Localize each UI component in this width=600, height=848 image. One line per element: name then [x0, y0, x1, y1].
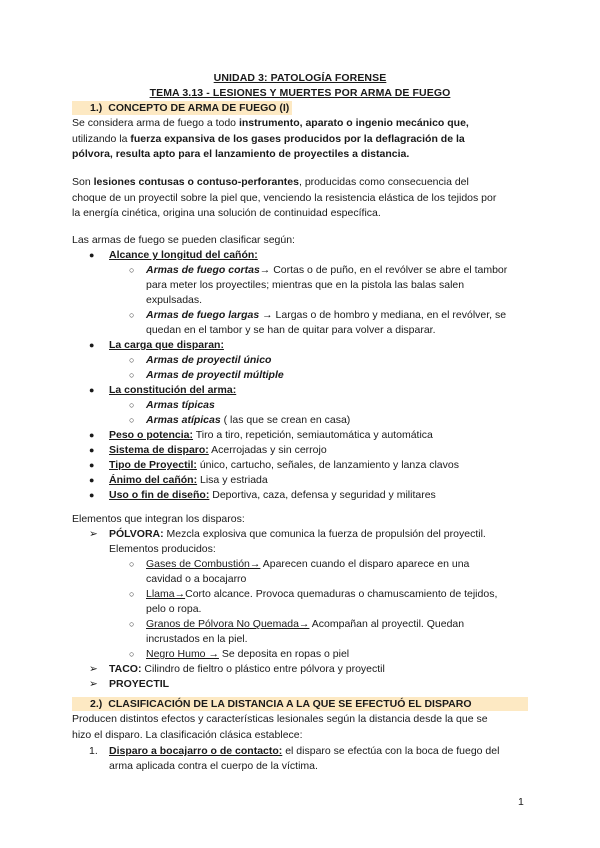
- text-run: Peso o potencia:: [109, 429, 194, 441]
- list-item-continuation: [72, 293, 528, 308]
- text-run: expulsadas.: [146, 294, 203, 306]
- unit-title: UNIDAD 3: PATOLOGÍA FORENSE: [213, 72, 387, 84]
- list-item: [72, 617, 528, 632]
- page-number: 1: [518, 796, 524, 808]
- text-run: Producen distintos efectos y características lesionales según la distancia desde la que se: [72, 713, 488, 725]
- bullet-icon: ●: [89, 385, 95, 395]
- bullet-icon: ●: [89, 490, 95, 500]
- circle-bullet-icon: ○: [129, 559, 135, 569]
- text-run: pelo o ropa.: [146, 603, 202, 615]
- list-item: [72, 744, 528, 759]
- circle-bullet-icon: ○: [129, 265, 135, 275]
- elements-list: [72, 527, 528, 692]
- text-run: Son: [72, 176, 94, 188]
- list-item-continuation: [72, 323, 528, 338]
- list-item-continuation: [72, 542, 528, 557]
- circle-bullet-icon: ○: [129, 649, 135, 659]
- list-item-continuation: [72, 632, 528, 647]
- text-run: La constitución del arma:: [109, 384, 237, 396]
- text-run: Armas de proyectil múltiple: [146, 369, 284, 381]
- list-item: [72, 662, 528, 677]
- list-item: [72, 398, 528, 413]
- section-number: 1.): [90, 102, 103, 114]
- circle-bullet-icon: ○: [129, 370, 135, 380]
- text-run: fuerza expansiva de los gases producidos por la deflagración de la: [130, 132, 465, 145]
- text-run: Lisa y estriada: [197, 474, 268, 486]
- bullet-icon: ●: [89, 475, 95, 485]
- text-run: utilizando la: [72, 132, 131, 145]
- circle-bullet-icon: ○: [129, 589, 135, 599]
- text-run: arma aplicada contra el cuerpo de la víctima.: [109, 760, 318, 772]
- text-run: → Cortas o de puño, en el revólver se abre el tambor: [259, 264, 508, 276]
- arrow-bullet-icon: ➢: [89, 678, 98, 690]
- text-run: Aparecen cuando el disparo aparece en una: [260, 558, 470, 570]
- text-run: Granos de Pólvora No Quemada→: [146, 618, 310, 630]
- text-run: Armas de fuego largas: [146, 309, 260, 321]
- list-item: [72, 248, 528, 263]
- elements-intro: Elementos que integran los disparos:: [72, 513, 245, 525]
- text-run: Acerrojadas y sin cerrojo: [208, 444, 327, 456]
- text-run: Tipo de Proyectil:: [109, 459, 197, 471]
- text-run: ( las que se crean en casa): [220, 414, 351, 426]
- text-run: , producidas como consecuencia del: [299, 176, 469, 188]
- section-heading-distance: [72, 697, 528, 711]
- definition-paragraph: [72, 116, 528, 163]
- text-run: Armas típicas: [146, 399, 215, 411]
- text-run: la energía cinética, origina una solución de continuidad específica.: [72, 207, 381, 219]
- circle-bullet-icon: ○: [129, 355, 135, 365]
- list-item: [72, 308, 528, 323]
- text-run: Armas de proyectil único: [146, 354, 272, 366]
- text-run: cavidad o a bocajarro: [146, 573, 247, 585]
- list-item: [72, 413, 528, 428]
- text-run: Llama→: [146, 588, 186, 600]
- text-run: La carga que disparan:: [109, 339, 224, 351]
- text-run: instrumento, aparato o ingenio mecánico que,: [238, 117, 469, 129]
- list-item: [72, 527, 528, 542]
- section-number: 2.): [90, 698, 103, 710]
- text-run: Alcance y longitud del cañón:: [109, 249, 258, 261]
- text-run: Mezcla explosiva que comunica la fuerza de propulsión del proyectil.: [163, 528, 486, 540]
- classification-list: [72, 248, 528, 503]
- list-item-continuation: [72, 602, 528, 617]
- list-item: [72, 557, 528, 572]
- list-item: [72, 368, 528, 383]
- text-run: Armas de fuego cortas: [146, 264, 260, 276]
- text-run: choque de un proyectil sobre la piel que, venciendo la resistencia elástica de los tejidos por: [72, 191, 497, 204]
- text-run: Se deposita en ropas o piel: [218, 648, 350, 660]
- lesions-paragraph: [72, 175, 528, 222]
- text-run: TACO:: [109, 663, 142, 675]
- section-title: CLASIFICACIÓN DE LA DISTANCIA A LA QUE SE EFECTUÓ EL DISPARO: [108, 698, 472, 710]
- bullet-icon: ●: [89, 445, 95, 455]
- list-item: [72, 353, 528, 368]
- text-run: único, cartucho, señales, de lanzamiento y lanza clavos: [196, 459, 459, 471]
- text-run: Sistema de disparo:: [109, 444, 209, 456]
- list-item: [72, 428, 528, 443]
- text-run: el disparo se efectúa con la boca de fuego del: [282, 745, 500, 757]
- text-run: Elementos producidos:: [109, 543, 216, 555]
- arrow-bullet-icon: ➢: [89, 528, 98, 540]
- text-run: pólvora, resulta apto para el lanzamiento de proyectiles a distancia.: [72, 148, 410, 160]
- text-run: Ánimo del cañón:: [109, 474, 198, 486]
- list-item: [72, 383, 528, 398]
- text-run: Uso o fin de diseño:: [109, 489, 210, 501]
- text-run: Se considera arma de fuego a todo: [72, 117, 239, 129]
- text-run: Acompañan al proyectil. Quedan: [309, 618, 465, 630]
- list-item: [72, 458, 528, 473]
- list-item: [72, 338, 528, 353]
- text-run: PROYECTIL: [109, 678, 170, 690]
- list-item: [72, 263, 528, 278]
- text-run: Cilindro de fieltro o plástico entre pólvora y proyectil: [141, 663, 385, 675]
- text-run: lesiones contusas o contuso-perforantes: [93, 176, 299, 188]
- text-run: Corto alcance. Provoca quemaduras o chamuscamiento de tejidos,: [185, 588, 498, 600]
- list-item-continuation: [72, 278, 528, 293]
- list-item-continuation: [72, 572, 528, 587]
- text-run: Tiro a tiro, repetición, semiautomática y automática: [193, 429, 433, 441]
- text-run: hizo el disparo. La clasificación clásica establece:: [72, 728, 303, 741]
- text-run: quedan en el tambor y se han de quitar para volver a disparar.: [146, 324, 436, 336]
- section-heading-concept: [72, 101, 292, 115]
- text-run: PÓLVORA:: [109, 528, 164, 540]
- circle-bullet-icon: ○: [129, 310, 135, 320]
- list-item: [72, 443, 528, 458]
- bullet-icon: ●: [89, 340, 95, 350]
- bullet-icon: ●: [89, 430, 95, 440]
- classification-intro: Las armas de fuego se pueden clasificar según:: [72, 234, 295, 246]
- bullet-icon: ●: [89, 460, 95, 470]
- text-run: incrustados en la piel.: [146, 633, 248, 645]
- list-item: [72, 488, 528, 503]
- text-run: Negro Humo →: [146, 648, 219, 660]
- bullet-icon: ●: [89, 250, 95, 260]
- list-item: [72, 677, 528, 692]
- circle-bullet-icon: ○: [129, 415, 135, 425]
- list-number: 1.: [89, 745, 98, 757]
- arrow-bullet-icon: ➢: [89, 663, 98, 675]
- section-title: CONCEPTO DE ARMA DE FUEGO (I): [108, 102, 290, 114]
- text-run: Disparo a bocajarro o de contacto:: [109, 745, 283, 757]
- text-run: para meter los proyectiles; mientras que en la pistola las balas salen: [146, 279, 465, 291]
- text-run: Deportiva, caza, defensa y seguridad y militares: [209, 489, 436, 501]
- distance-intro: [72, 712, 528, 743]
- list-item-continuation: [72, 759, 528, 774]
- circle-bullet-icon: ○: [129, 619, 135, 629]
- list-item: [72, 473, 528, 488]
- text-run: Armas atípicas: [146, 414, 221, 426]
- text-run: Gases de Combustión→: [146, 558, 261, 570]
- distance-list: [72, 744, 528, 774]
- list-item: [72, 587, 528, 602]
- circle-bullet-icon: ○: [129, 400, 135, 410]
- topic-title: TEMA 3.13 - LESIONES Y MUERTES POR ARMA DE FUEGO: [149, 87, 451, 99]
- text-run: → Largas o de hombro y mediana, en el revólver, se: [259, 309, 507, 321]
- list-item: [72, 647, 528, 662]
